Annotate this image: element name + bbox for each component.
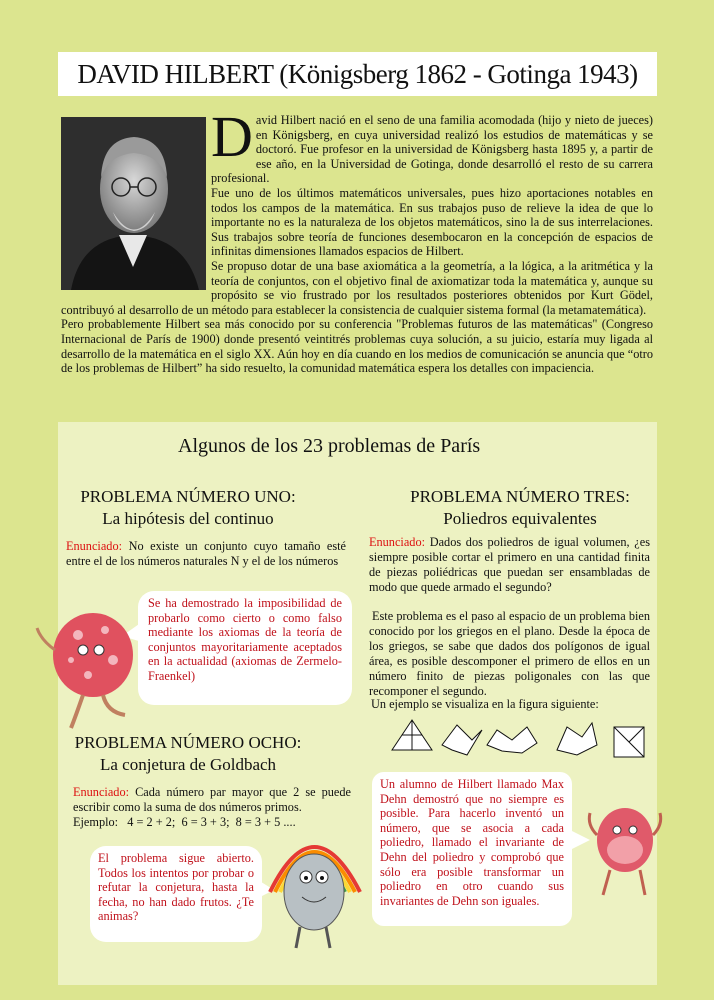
problem-eight-header [63,732,313,776]
problem-three-statement [369,535,650,595]
pink-monster-icon [33,600,138,730]
problem-one-subtitle: La hipótesis del continuo [102,509,274,528]
problem-eight-text: Cada número par mayor que 2 se puede escribir como la suma de dos números primos. [73,785,351,814]
problem-three-header [400,486,640,530]
problem-eight-label: Enunciado: [73,785,130,799]
problem-eight-bubble [90,846,262,942]
problem-three-text: Dados dos poliedros de igual volumen, ¿es siempre posible cortar el primero en una cantidad finita de piezas poliédricas que puedan ser ensambladas de modo que quede armado el segundo? [369,535,651,594]
problem-one-header [72,486,304,530]
problem-eight-subtitle: La conjetura de Goldbach [99,755,277,774]
problem-eight-title: PROBLEMA NÚMERO OCHO: [74,733,302,752]
problem-one-title: PROBLEMA NÚMERO UNO: [80,487,296,506]
problem-three-explanation: Este problema es el paso al espacio de un problema bien conocido por los griegos en el plano. Desde la época de los griegos, se sabe que dados dos polígonos de igual área, es posible descomponer el primero de ellos en un número finito de piezas poligonales con las que recomponer el segundo. [369,609,650,698]
problem-three-bubble [372,772,572,926]
rainbow-ghost-icon [262,812,367,952]
problem-eight-bubble-text: El problema sigue abierto. Todos los intentos por probar o refutar la conjetura, hasta la fecha, no han dado frutos. ¿Te animas? [98,851,254,924]
drop-cap: D [211,104,253,169]
biography [61,104,653,376]
problem-three-bubble-text: Un alumno de Hilbert llamado Max Dehn demostró que no siempre es posible. Para hacerlo inventó un número, que se asocia a cada poliedro, llamado el invariante de Dehn del poliedro y comprobó que sólo era posible transformar un poliedro en otro cuando sus invariantes de Dehn son iguales. [380,777,564,908]
problem-one-label: Enunciado: [66,539,123,553]
page-title [58,52,657,96]
pink-crab-monster-icon [585,795,665,900]
problem-eight-statement [73,785,351,815]
problem-three-subtitle: Poliedros equivalentes [443,509,597,528]
bio-paragraph-2: Fue uno de los últimos matemáticos universales, pues hizo aportaciones notables en todos los campos de la matemática. En sus trabajos puso de relieve la idea de que lo importante no es la naturaleza de los objetos matemáticos, sino la de sus interrelaciones. Sus trabajos sobre teoría de funciones desembocaron en la concepción de espacios de infinitas dimensiones llamados espacios de Hilbert. [211,185,653,259]
bio-paragraph-4: Pero probablemente Hilbert sea más conocido por su conferencia "Problemas futuros de las matemáticas" (Congreso Internacional de París de 1900) donde presentó veintitrés problemas cuya solución, a su juicio, estaría muy ligada al desarrollo de la matemática en el siglo XX. Aún hoy en día cuando en los medios de comunicación se anuncia que “otro de los problemas de Hilbert” ha sido resuelto, la comunidad matemática espera los detalles con impaciencia. [61,317,653,376]
bio-paragraph-1-text: avid Hilbert nació en el seno de una familia acomodada (hijo y nieto de jueces) en Königsberg, en cuya universidad realizó los estudios de matemáticas y se doctoró. Fue profesor en la universidad de Königsberg hasta 1895 y, a partir de ese año, en la Universidad de Gotinga, donde desarrolló el resto de su carrera profesional. [211,113,653,186]
problem-one-text: No existe un conjunto cuyo tamaño esté entre el de los números naturales N y el de los números [66,539,347,568]
bio-paragraph-3: Se propuso dotar de una base axiomática a la geometría, a la lógica, a la aritmética y la teoría de conjuntos, con el objetivo final de axiomatizar toda la matemática y, aunque su propósito se vio frustrado por los resultados posteriores obtenidos por Kurt Gödel, contribuyó al desarrollo de un método para establecer la consistencia de cualquier sistema formal (la metamatemática). [61,258,653,317]
problem-three-label: Enunciado: [369,535,426,549]
problem-eight-example: Ejemplo: 4 = 2 + 2; 6 = 3 + 3; 8 = 3 + 5 .... [73,815,296,829]
problem-one-bubble-text: Se ha demostrado la imposibilidad de probarlo como cierto o como falso mediante los axiomas de la teoría de conjuntos mayoritariamente aceptados en la actualidad (axiomas de Zermelo-Fraenkel) [148,596,342,683]
tangram-figures [382,715,672,765]
problem-three-title: PROBLEMA NÚMERO TRES: [410,487,630,506]
portrait-spacer [61,113,211,301]
panel-heading: Algunos de los 23 problemas de París [178,435,481,457]
problem-three-example-line: Un ejemplo se visualiza en la figura siguiente: [371,697,599,711]
problem-one-bubble [138,591,352,705]
problem-one-statement [66,539,346,569]
page-title-text: DAVID HILBERT (Königsberg 1862 - Gotinga 1943) [77,58,638,89]
